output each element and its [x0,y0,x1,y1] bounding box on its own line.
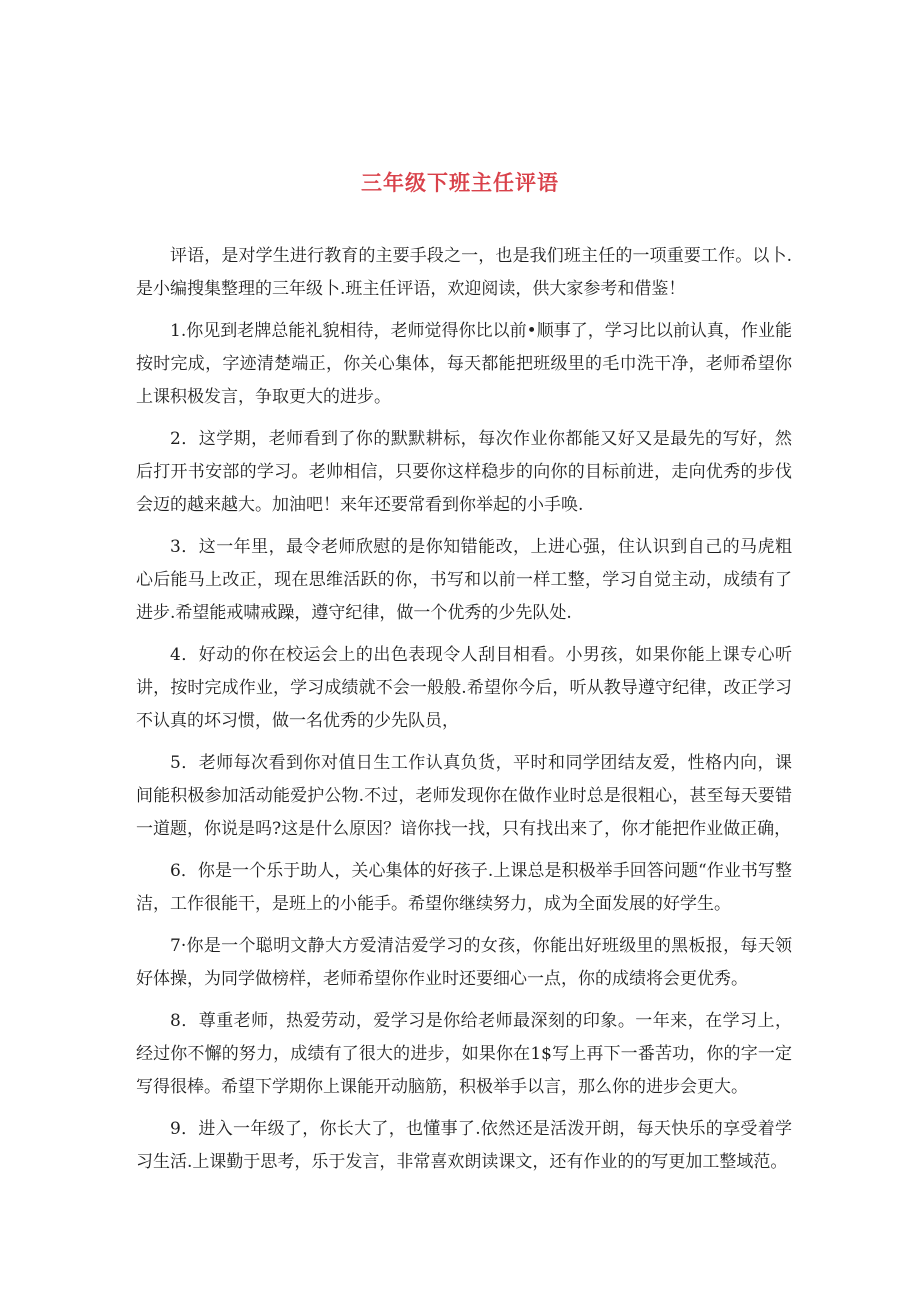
document-body [136,240,792,1188]
comment-paragraph-1: 1.你见到老牌总能礼貌相待，老师觉得你比以前•顺事了，学习比以前认真，作业能按时完成，字迹清楚端正，你关心集体，每天都能把班级里的毛巾洗干净，老师希望你上课积极发言，争取更大的进步。 [136,321,792,407]
comment-paragraph-3: 3．这一年里，最令老师欣慰的是你知错能改，上进心强，住认识到自己的马虎粗心后能马上改正，现在思维活跃的你，书写和以前一样工整，学习自觉主动，成绩有了进步.希望能戒啸戒躁，遵守纪律，做一个优秀的少先队处. [136,537,792,623]
document-title: 三年级下班主任评语 [361,170,559,195]
comment-paragraph-9: 9．进入一年级了，你长大了，也懂事了.依然还是活泼开朗，每天快乐的享受着学习生活.上课勤于思考，乐于发言，非常喜欢朗读课文，还有作业的的写更加工整域范。 [136,1119,792,1172]
comment-paragraph-2: 2．这学期，老师看到了你的默默耕标，每次作业你都能又好又是最先的写好，然后打开书安部的学习。老帅相信，只要你这样稳步的向你的目标前进，走向优秀的步伐会迈的越来越大。加油吧！来年还要常看到你举起的小手唤. [136,429,792,515]
comment-paragraph-8: 8．尊重老师，热爱劳动，爱学习是你给老师最深刻的印象。一年来，在学习上，经过你不懈的努力，成绩有了很大的进步，如果你在1$写上再下一番苦功，你的字一定写得很棒。希望下学期你上课能开动脑筋，积极举手以言，那么你的进步会更大。 [136,1011,792,1097]
comment-paragraph-5: 5．老师每次看到你对值日生工作认真负货，平时和同学团结友爱，性格内向，课间能积极参加活动能爱护公物.不过，老师发现你在做作业时总是很粗心，甚至每天要错一道题，你说是吗?这是什么原因？谙你找一找，只有找出来了，你才能把作业做正确， [136,753,792,839]
comment-paragraph-6: 6．你是一个乐于助人，关心集体的好孩子.上课总是积极举手回答问题“作业书写整洁，工作很能干，是班上的小能手。希望你继续努力，成为全面发展的好学生。 [136,861,792,914]
comment-paragraph-4: 4．好动的你在校运会上的出色表现令人刮目相看。小男孩，如果你能上课专心听讲，按时完成作业，学习成绩就不会一般般.希望你今后，听从教导遵守纪律，改正学习不认真的坏习惯，做一名优秀的少先队员， [136,645,792,731]
comment-paragraph-7: 7·你是一个聪明文静大方爱清洁爱学习的女孩，你能出好班级里的黑板报，每天领好体操，为同学做榜样，老师希望你作业时还要细心一点，你的成绩将会更优秀。 [136,936,792,989]
intro-paragraph: 评语，是对学生进行教育的主要手段之一，也是我们班主任的一项重要工作。以卜.是小编搜集整理的三年级卜.班主任评语，欢迎阅读，供大家参考和借鉴！ [136,246,792,299]
